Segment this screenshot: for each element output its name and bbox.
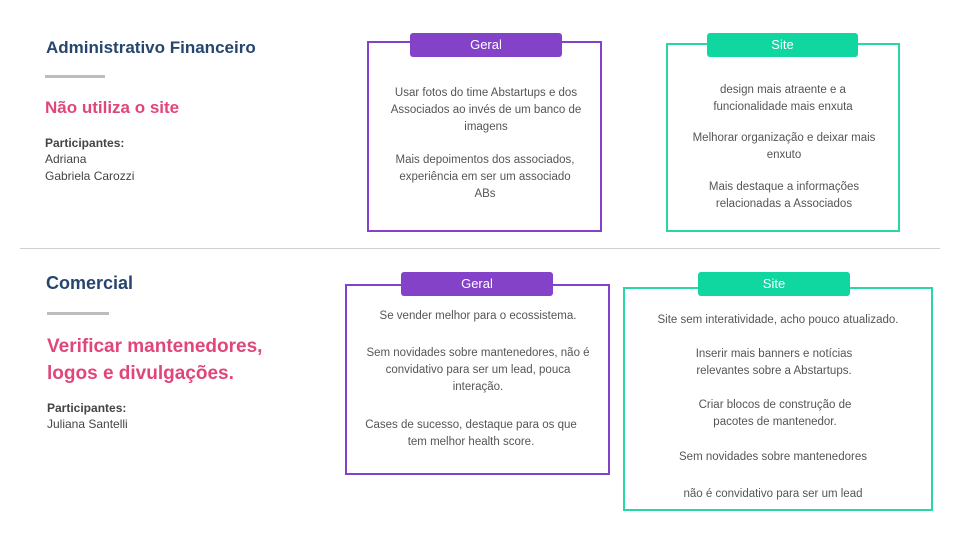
tab-site: Site xyxy=(698,272,850,296)
status-text: Não utiliza o site xyxy=(45,98,180,117)
site-item: Melhorar organização e deixar mais enxuto xyxy=(692,132,876,161)
tab-geral: Geral xyxy=(410,33,562,57)
participant-name: Gabriela Carozzi xyxy=(45,169,135,183)
site-item: não é convidativo para ser um lead xyxy=(683,488,863,500)
site-item: Site sem interatividade, acho pouco atualizado. xyxy=(657,314,899,326)
site-item: Sem novidades sobre mantenedores xyxy=(679,451,867,463)
site-item: design mais atraente e a funcionalidade mais enxuta xyxy=(713,84,853,113)
geral-item: Mais depoimentos dos associados, experiência em ser um associado ABs xyxy=(395,154,575,200)
site-item: Inserir mais banners e notícias relevantes sobre a Abstartups. xyxy=(695,348,853,377)
participants-label: Participantes: xyxy=(45,136,125,150)
title-underline xyxy=(45,75,105,78)
geral-item: Se vender melhor para o ecossistema. xyxy=(379,310,577,322)
section-title-administrativo: Administrativo Financeiro xyxy=(46,38,256,57)
geral-item: Usar fotos do time Abstartups e dos Associados ao invés de um banco de imagens xyxy=(390,87,582,133)
geral-item: Cases de sucesso, destaque para os que tem melhor health score. xyxy=(365,419,577,448)
status-text: Verificar mantenedores, logos e divulgações. xyxy=(47,336,263,384)
tab-site: Site xyxy=(707,33,858,57)
participants-label: Participantes: xyxy=(47,401,127,415)
geral-item: Sem novidades sobre mantenedores, não é convidativo para ser um lead, pouca interação. xyxy=(366,347,590,393)
participant-name: Adriana xyxy=(45,152,87,166)
tab-geral: Geral xyxy=(401,272,553,296)
section-divider xyxy=(20,248,940,249)
section-title-comercial: Comercial xyxy=(46,273,134,293)
site-item: Mais destaque a informações relacionadas a Associados xyxy=(708,181,860,210)
title-underline xyxy=(47,312,109,315)
geral-box xyxy=(367,41,602,232)
site-item: Criar blocos de construção de pacotes de mantenedor. xyxy=(698,399,852,428)
participant-name: Juliana Santelli xyxy=(47,417,128,431)
